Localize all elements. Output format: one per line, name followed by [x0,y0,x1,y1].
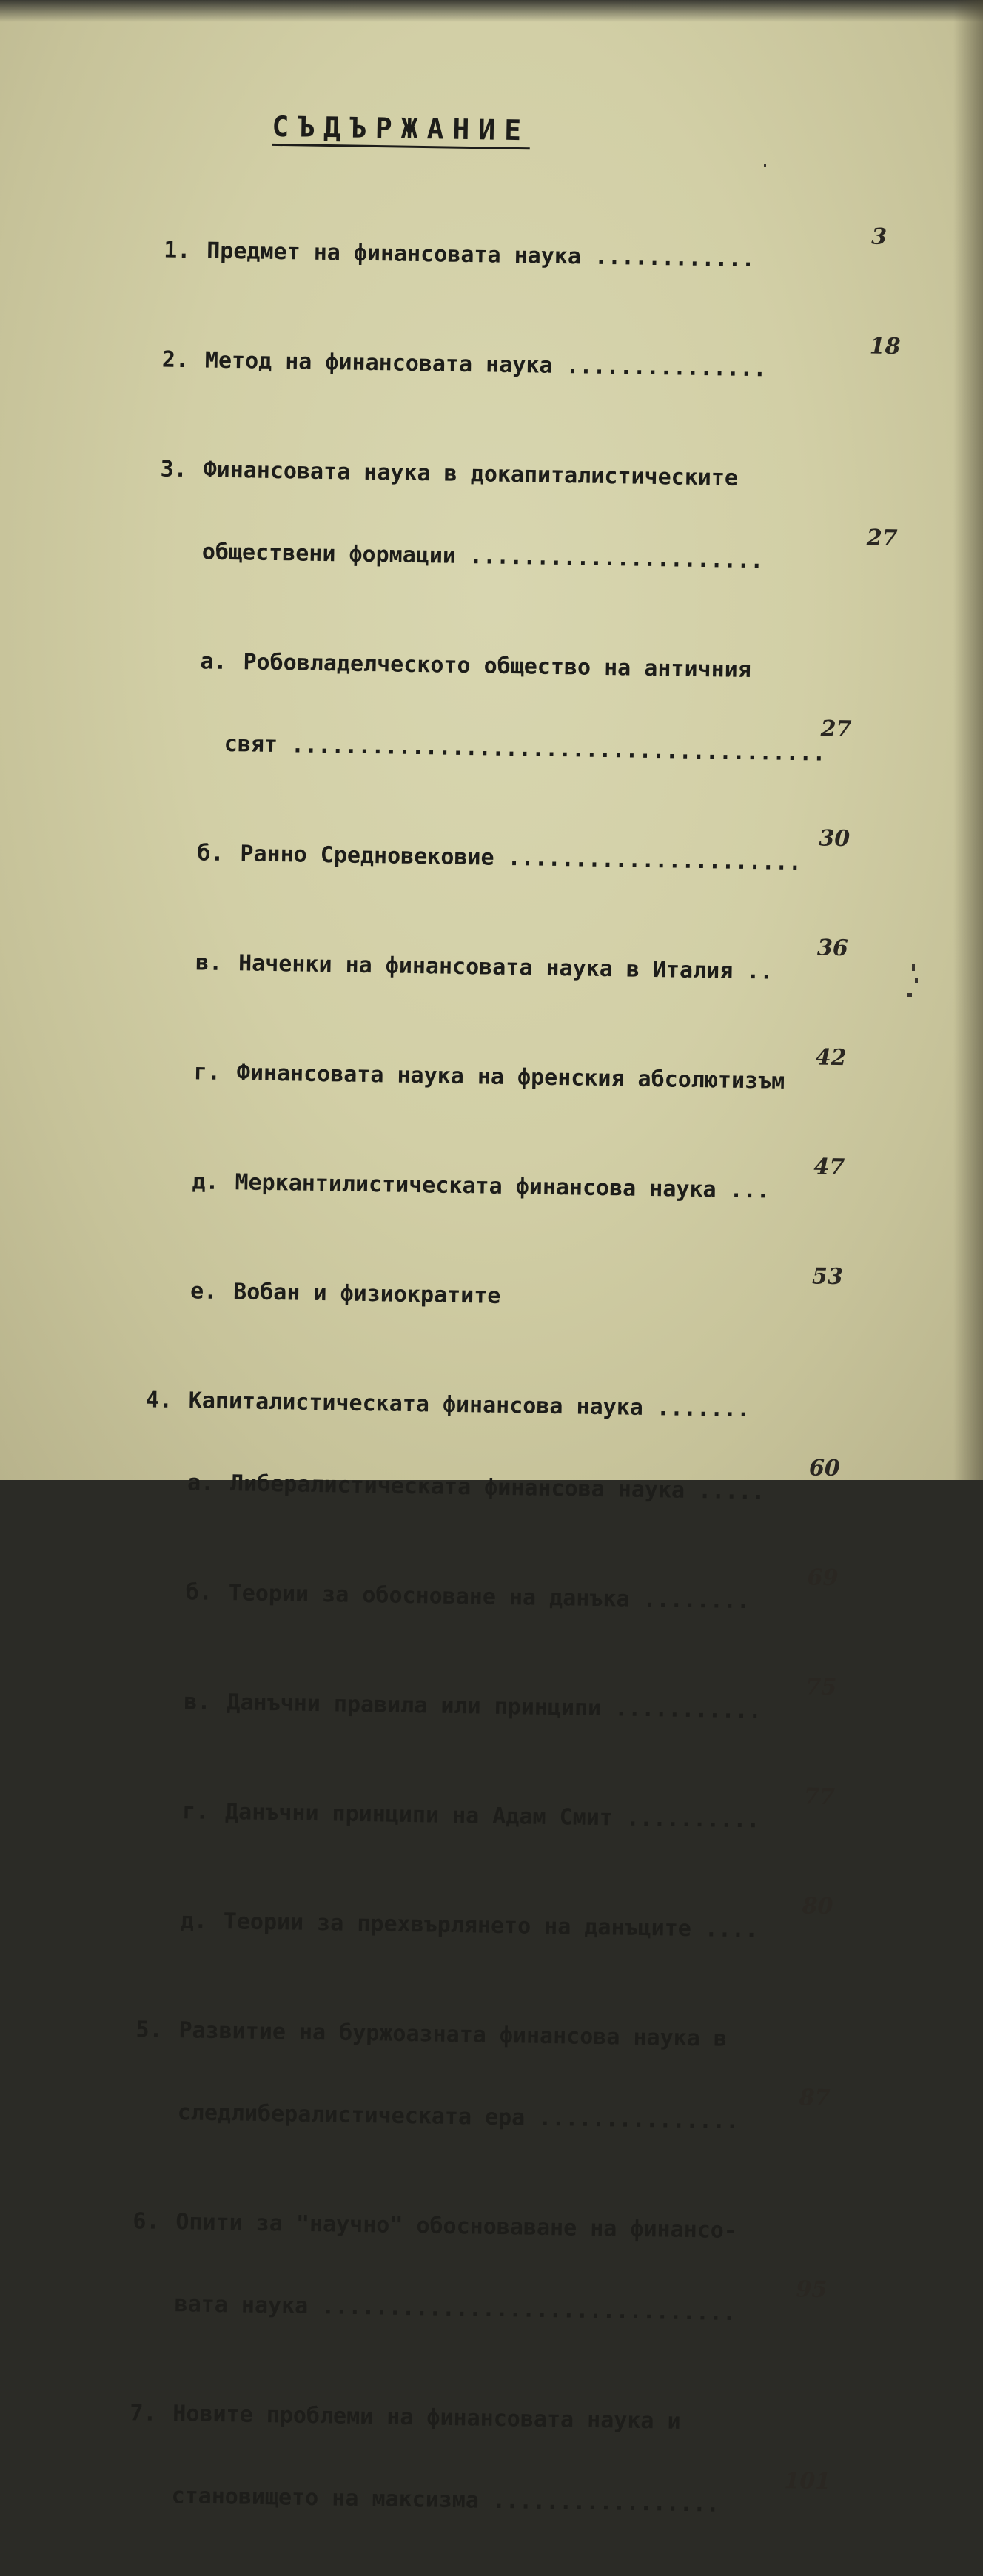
toc-entry-4[interactable] [38,1357,913,1453]
toc-entry-3a[interactable] [50,618,925,714]
toc-entry-number: 4. [145,1387,173,1413]
toc-entry-4b[interactable] [35,1549,910,1672]
toc-entry-2[interactable] [54,317,929,440]
toc-entry-text: Данъчни принципи на Адам Смит .......... [224,1799,760,1834]
toc-entry-3d[interactable] [43,1029,918,1152]
toc-entry-text: Новите проблеми на финансовата наука и [172,2401,681,2435]
toc-entry-number: 1. [163,237,191,264]
toc-entry-page: 60 [808,1455,841,1482]
toc-entry-4c[interactable] [33,1658,908,1782]
table-of-contents [21,207,931,2575]
toc-entry-text: свят ........................................ [224,730,826,767]
toc-entry-number: а. [187,1470,215,1496]
toc-entry-text: обществени формации ...................... [201,539,764,574]
toc-entry-7-continued [21,2452,896,2576]
paper-speck [907,993,912,997]
toc-entry-number: д. [192,1168,219,1195]
toc-entry-text: Ранно Средновековие ...................... [240,841,802,876]
toc-entry-page: 27 [866,525,898,552]
toc-entry-page: 77 [803,1783,836,1811]
toc-entry-text: Либералистическата финансова наука ..... [229,1470,765,1505]
toc-entry-text: Робовладелческото общество на античния [243,649,752,684]
toc-entry-text: Данъчни правила или принципи ........... [227,1689,762,1724]
toc-entry-4a[interactable] [36,1439,911,1563]
toc-entry-text: Капиталистическата финансова наука ....... [188,1388,751,1423]
toc-entry-page: 3 [870,223,888,250]
toc-entry-3a-continued [48,700,923,824]
toc-entry-number: д. [180,1908,208,1934]
toc-entry-page: 53 [811,1263,844,1291]
toc-entry-text: Метод на финансовата наука ............... [204,347,767,383]
toc-entry-1[interactable] [56,207,930,331]
toc-entry-text: Вобан и физиократите [232,1279,501,1309]
toc-entry-number: е. [189,1278,218,1305]
toc-entry-number: 2. [161,346,189,374]
toc-entry-page: 69 [807,1564,839,1592]
toc-entry-number: в. [184,1689,211,1715]
toc-entry-number: б. [197,840,224,867]
toc-entry-number: б. [185,1579,213,1606]
toc-entry-text: Финансовата наука на френския абсолютизъм [236,1060,785,1094]
page-title: СЪДЪРЖАНИЕ [272,110,531,147]
toc-entry-number: 3. [160,456,187,483]
toc-entry-3c[interactable] [44,919,919,1043]
toc-sheet [44,96,940,2518]
toc-entry-page: 18 [869,333,901,360]
toc-entry-page: 95 [796,2276,828,2303]
toc-entry-text: Теории за обосноване на данъка ........ [228,1580,751,1615]
toc-entry-text: становището на максизма ................. [171,2483,720,2518]
toc-entry-number: а. [200,648,227,675]
toc-entry-page: 30 [819,825,851,852]
paper-speck [764,164,766,167]
toc-entry-3-continued [51,508,926,632]
toc-entry-number: 6. [132,2208,160,2235]
toc-entry-text: Финансовата наука в докапиталистическите [203,457,739,491]
toc-entry-page: 87 [799,2085,831,2112]
toc-entry-text: Меркантилистическата финансова наука ... [235,1169,771,1204]
toc-entry-3f[interactable] [39,1248,914,1371]
toc-entry-page: 36 [816,935,849,962]
toc-entry-3[interactable] [53,426,927,522]
toc-entry-page: 42 [815,1044,847,1072]
toc-entry-number: г. [181,1798,209,1825]
toc-entry-3b[interactable] [47,810,922,933]
paper-speck [912,964,915,971]
toc-entry-text: вата наука ............................... [174,2291,737,2327]
toc-entry-number: в. [195,949,223,976]
toc-entry-4d[interactable] [31,1768,906,1891]
toc-entry-3e[interactable] [41,1138,916,1262]
toc-entry-text: Наченки на финансовата наука в Италия .. [238,950,774,985]
toc-entry-5[interactable] [28,1987,903,2083]
toc-entry-number: г. [193,1059,221,1086]
toc-entry-page: 101 [784,2468,831,2495]
toc-entry-text: Опити за "научно" обосноваване на финансо- [175,2209,738,2244]
toc-entry-4e[interactable] [30,1877,905,2001]
toc-entry-number: 7. [130,2400,157,2427]
toc-entry-text: Предмет на финансовата наука ............ [206,238,755,273]
toc-entry-text: следлибералистическата ера ............... [177,2099,739,2135]
toc-entry-number: 5. [135,2017,163,2043]
toc-entry-5-continued [27,2069,902,2193]
toc-entry-page: 47 [813,1154,845,1181]
paper-speck [915,978,918,983]
toc-entry-page: 27 [820,716,852,743]
toc-entry-6-continued [24,2261,899,2384]
toc-entry-7[interactable] [22,2370,897,2466]
toc-entry-page: 80 [802,1893,833,1920]
toc-entry-text: Теории за прехвърлянето на данъците .... [223,1909,759,1943]
toc-entry-text: Развитие на буржоазната финансова наука в [178,2017,728,2052]
toc-entry-6[interactable] [25,2179,900,2275]
toc-entry-page: 75 [805,1674,837,1701]
